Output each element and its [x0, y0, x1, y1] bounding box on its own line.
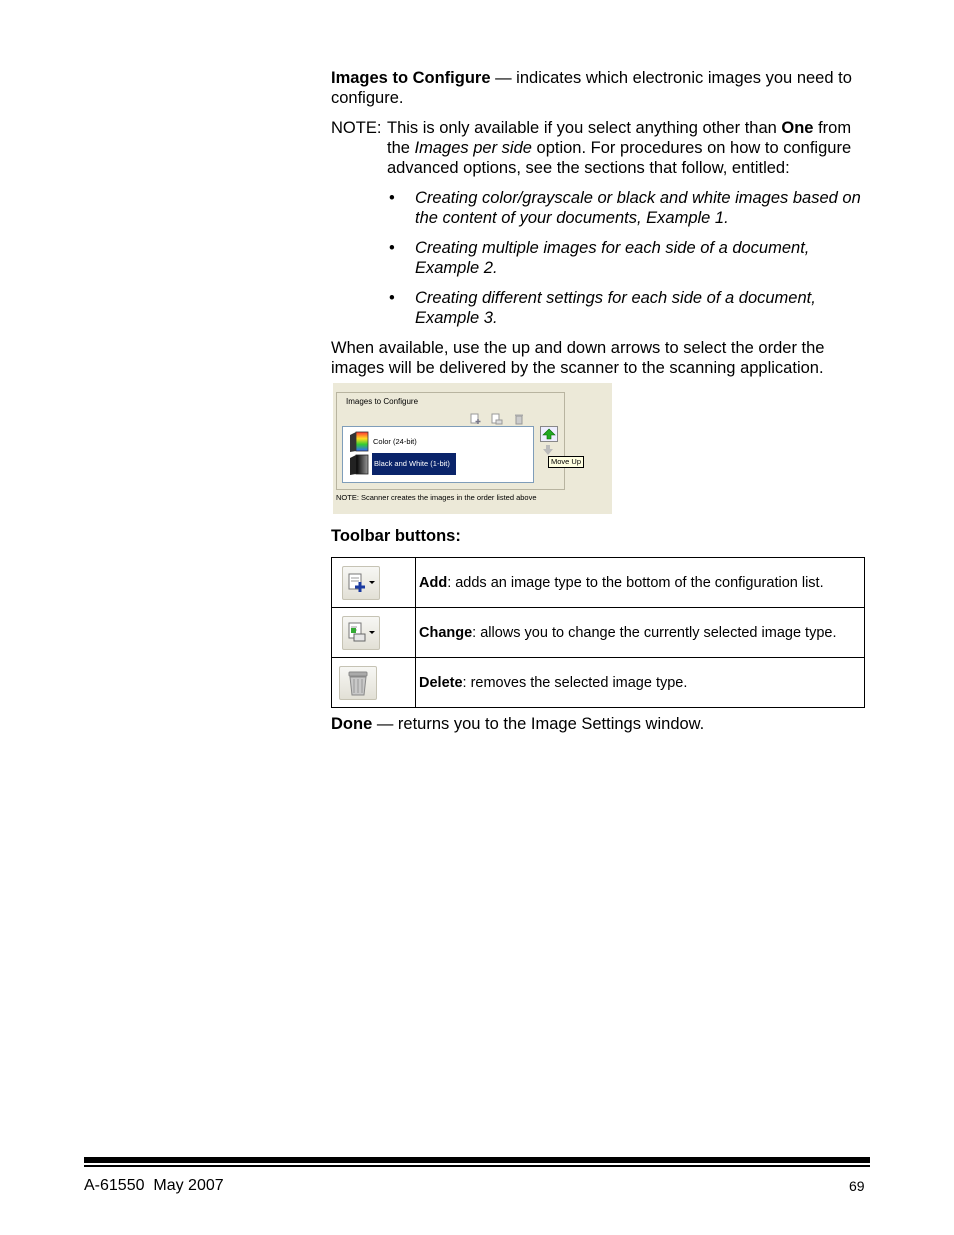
- bullet-link-text[interactable]: Creating different settings for each side of a document, Example 3.: [415, 289, 816, 327]
- change-icon: [491, 413, 503, 425]
- bw-image-icon: [348, 454, 370, 476]
- icon-cell: [332, 658, 416, 708]
- toolbar-buttons-heading: Toolbar buttons:: [331, 527, 461, 545]
- icon-cell: [332, 558, 416, 608]
- images-to-configure-screenshot: [333, 383, 612, 514]
- note-text: from the: [387, 119, 852, 157]
- add-icon: [470, 413, 482, 425]
- list-item-bw-selected[interactable]: Black and White (1-bit): [372, 453, 456, 475]
- description: — indicates which electronic images you need to configure.: [331, 69, 852, 107]
- description: — returns you to the Image Settings window.: [372, 715, 705, 733]
- table-row: [332, 558, 865, 608]
- footer-rule-thin: [84, 1165, 870, 1167]
- note-bold: One: [781, 119, 814, 137]
- description-cell: [416, 658, 865, 708]
- move-up-icon[interactable]: [540, 426, 558, 442]
- bullet-symbol: •: [389, 289, 395, 307]
- bullet-symbol: •: [389, 189, 395, 207]
- bullet-symbol: •: [389, 239, 395, 257]
- list-item[interactable]: [331, 188, 871, 228]
- group-label: Images to Configure: [346, 397, 419, 406]
- list-item[interactable]: [331, 288, 871, 328]
- description: : allows you to change the currently selected image type.: [472, 624, 837, 641]
- description-cell: [416, 608, 865, 658]
- table-row: [332, 658, 865, 708]
- delete-icon: [513, 413, 525, 425]
- bullet-link-text[interactable]: Creating color/grayscale or black and white images based on the content of your documents, Example 1.: [415, 189, 861, 227]
- note-text: This is only available if you select anything other than: [387, 119, 782, 137]
- term: Add: [419, 574, 448, 591]
- trash-icon: [339, 666, 377, 700]
- available-paragraph: When available, use the up and down arrows to select the order the images will be delivered by the scanner to the scanning application.: [331, 339, 825, 377]
- tooltip: Move Up: [548, 456, 584, 468]
- footer-rule-thick: [84, 1157, 870, 1163]
- list-item[interactable]: [331, 238, 871, 278]
- note-paragraph: [331, 118, 871, 178]
- change-image-icon: [342, 616, 380, 650]
- screenshot-note: NOTE: Scanner creates the images in the order listed above: [336, 493, 537, 502]
- note-italic: Images per side: [414, 139, 532, 157]
- description: : adds an image type to the bottom of the configuration list.: [447, 574, 824, 591]
- footer-doc-id: A-61550 May 2007: [84, 1177, 224, 1194]
- term: Done: [331, 715, 373, 733]
- done-paragraph: [331, 714, 704, 734]
- term: Delete: [419, 674, 463, 691]
- note-label: NOTE:: [331, 119, 382, 137]
- list-item-color[interactable]: Color (24-bit): [373, 437, 417, 446]
- note-text: option. For procedures on how to configure advanced options, see the sections that follow, entitled:: [387, 139, 852, 177]
- toolbar-buttons-table: [331, 557, 865, 708]
- icon-cell: [332, 608, 416, 658]
- image-list[interactable]: [342, 426, 534, 483]
- images-to-configure-paragraph: [331, 68, 871, 108]
- page-number: 69: [849, 1178, 865, 1194]
- term: Images to Configure: [331, 69, 491, 87]
- description-cell: [416, 558, 865, 608]
- term: Change: [419, 624, 473, 641]
- bullet-link-text[interactable]: Creating multiple images for each side of a document, Example 2.: [415, 239, 810, 277]
- color-image-icon: [348, 431, 370, 453]
- move-down-icon[interactable]: [541, 444, 555, 456]
- description: : removes the selected image type.: [462, 674, 688, 691]
- table-row: [332, 608, 865, 658]
- add-image-icon: [342, 566, 380, 600]
